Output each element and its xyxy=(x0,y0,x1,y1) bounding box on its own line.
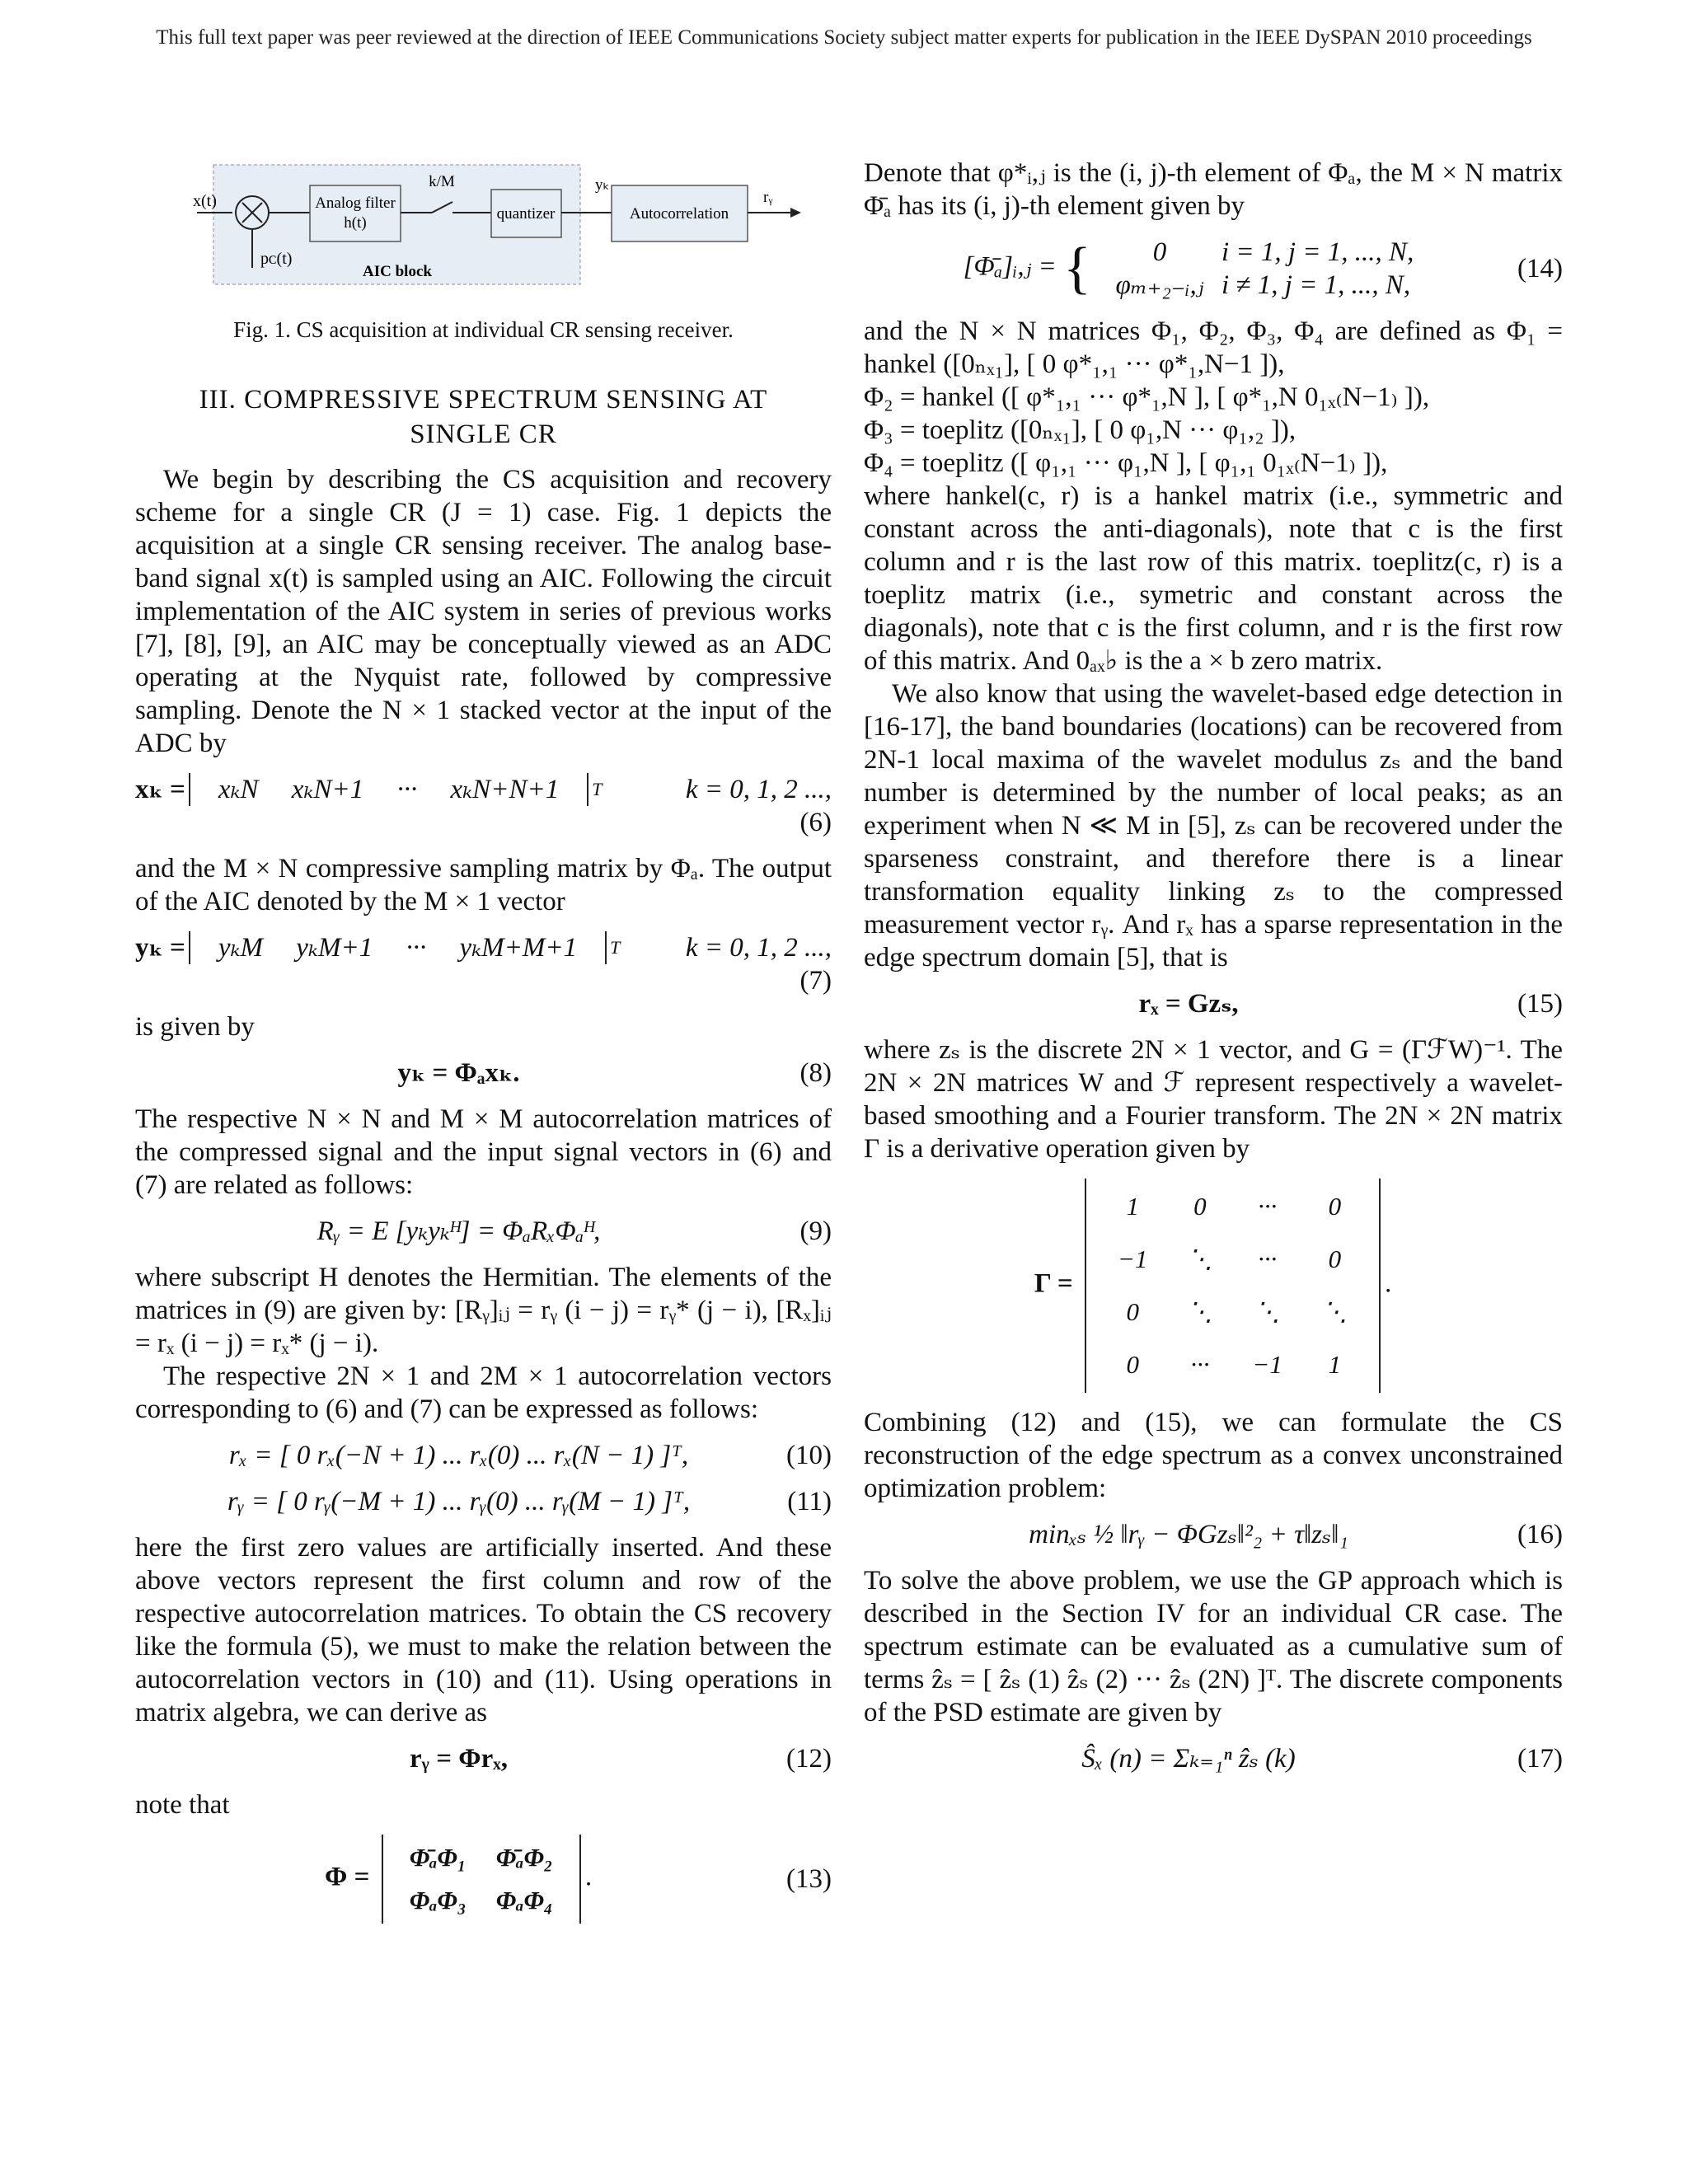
eq7-number: (7) xyxy=(799,966,832,996)
eq6-element: xₖN+1 xyxy=(291,775,364,804)
eq13-number: (13) xyxy=(786,1864,832,1894)
matrix-cell: ··· xyxy=(1257,1244,1278,1273)
paragraph: Combining (12) and (15), we can formulate the CS reconstruction of the edge spectrum as a convex unconstrained optimization problem: xyxy=(864,1408,1563,1503)
block-diagram xyxy=(135,157,832,305)
eq8-body: yₖ = Φₐxₖ. xyxy=(397,1058,520,1088)
eq10-body: rₓ = [ 0 rₓ(−N + 1) ... rₓ(0) ... rₓ(N − 1) ]ᵀ, xyxy=(228,1441,689,1470)
section-title-line2: SINGLE CR xyxy=(410,419,557,449)
eq7-vector xyxy=(189,931,607,964)
paragraph: Φ₃ = toeplitz ([0ₙₓ₁], [ 0 φ₁,N ··· φ₁,₂ ]), xyxy=(864,415,1296,445)
equation-6: xₖ = xₖN xₖN+1 ··· xₖN+N+1 T k = 0, 1, 2 ..., (6) xyxy=(135,775,832,837)
eq8-number: (8) xyxy=(799,1058,832,1088)
paragraph: Φ₂ = hankel ([ φ*₁,₁ ··· φ*₁,N ], [ φ*₁,N 0₁ₓ₍N−1₎ ]), xyxy=(864,382,1430,412)
eq17-body: Ŝₓ (n) = Σₖ₌₁ⁿ ẑₛ (k) xyxy=(1081,1744,1296,1774)
eq7-lhs: yₖ = xyxy=(135,933,185,963)
matrix-cell: ··· xyxy=(1190,1350,1210,1379)
equation-8 xyxy=(135,1057,832,1090)
yk-label: yₖ xyxy=(595,176,610,194)
equation-13 xyxy=(135,1835,832,1924)
paragraph: where zₛ is the discrete 2N × 1 vector, and G = (ΓℱW)⁻¹. The 2N × 2N matrices W and ℱ represent respectively a wavelet-based smoothing and a Fourier transform. The 2N × 2N matrix Γ is a derivative operation given by xyxy=(864,1035,1563,1164)
paragraph: Φ₄ = toeplitz ([ φ₁,₁ ··· φ₁,N ], [ φ₁,₁ 0₁ₓ₍N−1₎ ]), xyxy=(864,448,1388,478)
eq14-body: [Φ̄ₐ]ᵢ,ⱼ = { 0 i = 1, j = 1, ..., N, φₘ₊₂₋ᵢ,ⱼ i ≠ 1, j = 1, ..., N, xyxy=(963,237,1414,300)
matrix-cell: ⋱ xyxy=(1187,1244,1213,1273)
eq7-element: yₖM+1 xyxy=(296,933,373,963)
matrix-cell: Φ̄ₐΦ₂ xyxy=(495,1843,553,1872)
eq10-number: (10) xyxy=(786,1441,832,1470)
eq12-body: rᵧ = Φrₓ, xyxy=(410,1744,508,1774)
paragraph: and the N × N matrices Φ₁, Φ₂, Φ₃, Φ₄ are defined as Φ₁ = hankel ([0ₙₓ₁], [ 0 φ*₁,₁ ··· φ*₁,N−1 ]), xyxy=(864,316,1563,379)
eq14-case-value: 0 xyxy=(1152,237,1167,267)
matrix-cell: ⋱ xyxy=(1187,1297,1213,1326)
eq14-case-value: φₘ₊₂₋ᵢ,ⱼ xyxy=(1115,270,1204,300)
paragraph: note that xyxy=(135,1790,230,1820)
figure-caption: Fig. 1. CS acquisition at individual CR sensing receiver. xyxy=(233,317,734,342)
equation-15 xyxy=(864,987,1563,1020)
eq6-condition: k = 0, 1, 2 ..., xyxy=(685,775,832,804)
matrix-cell: −1 xyxy=(1252,1350,1282,1379)
eq15-body: rₓ = Gzₛ, xyxy=(1138,989,1239,1019)
matrix-cell: Φ̄ₐΦ₁ xyxy=(409,1843,467,1872)
eq6-element: xₖN xyxy=(218,775,259,804)
conference-header: This full text paper was peer reviewed at the direction of IEEE Communications Society subject matter experts for publication in the IEEE DySPAN 2010 proceedings xyxy=(156,26,1532,49)
right-column xyxy=(864,157,1563,1788)
eq7-condition: k = 0, 1, 2 ..., xyxy=(685,933,832,963)
equation-10 xyxy=(135,1439,832,1472)
eq16-body: minₓₛ ½ ‖rᵧ − ΦGzₛ‖²₂ + τ‖zₛ‖₁ xyxy=(1029,1520,1348,1549)
eq12-number: (12) xyxy=(786,1744,832,1774)
paragraph: We also know that using the wavelet-based edge detection in [16-17], the band boundaries (locations) can be recovered from 2N-1 local maxima of the wavelet modulus zₛ and the band number is determined by the number of local peaks; as an experiment when N ≪ M in [5], zₛ can be recovered under the sparseness constraint, and therefore there is a linear transformation equality linking zₛ to the compressed measurement vector rᵧ. And rₓ has a sparse representation in the edge spectrum domain [5], that is xyxy=(864,679,1563,972)
aic-block-label: AIC block xyxy=(363,263,432,280)
matrix-cell: ··· xyxy=(1257,1192,1278,1221)
eq14-lhs: [Φ̄ₐ]ᵢ,ⱼ = xyxy=(963,251,1057,282)
equation-12 xyxy=(135,1742,832,1775)
eq6-vector xyxy=(189,773,588,806)
filter-label-1: Analog filter xyxy=(315,194,396,212)
eq7-element: ··· xyxy=(406,933,427,963)
eq6-element: xₖN+N+1 xyxy=(450,775,560,804)
eq11-number: (11) xyxy=(787,1487,832,1516)
ry-label: rᵧ xyxy=(763,189,773,206)
paragraph: where subscript H denotes the Hermitian. The elements of the matrices in (9) are given by: [Rᵧ]ᵢⱼ = rᵧ (i − j) = rᵧ* (j − i), [Rₓ]ᵢⱼ = rₓ (i − j) = rₓ* (j − i). xyxy=(135,1263,832,1358)
eq9-number: (9) xyxy=(799,1216,832,1246)
matrix-cell: 0 xyxy=(1193,1192,1207,1221)
eq14-case-condition: i ≠ 1, j = 1, ..., N, xyxy=(1221,270,1411,300)
gamma-matrix xyxy=(1085,1179,1381,1393)
gamma-body xyxy=(864,1179,1563,1393)
eq14-case-condition: i = 1, j = 1, ..., N, xyxy=(1221,237,1414,267)
eq17-number: (17) xyxy=(1517,1744,1563,1774)
matrix-cell: 0 xyxy=(1328,1244,1342,1273)
paragraph: We begin by describing the CS acquisition and recovery scheme for a single CR (J = 1) case. Fig. 1 depicts the acquisition at a single CR sensing receiver. The analog base-band signal x(t) is sampled using an AIC. Following the circuit implementation of the AIC system in series of previous works [7], [8], [9], an AIC may be conceptually viewed as an ADC operating at the Nyquist rate, followed by compressive sampling. Denote the N × 1 stacked vector at the input of the ADC by xyxy=(135,465,832,758)
matrix-cell: ΦₐΦ₄ xyxy=(495,1886,553,1915)
paragraph: is given by xyxy=(135,1012,255,1042)
equation-11 xyxy=(135,1485,832,1518)
matrix-cell: −1 xyxy=(1117,1244,1148,1273)
paragraph: here the first zero values are artificially inserted. And these above vectors represent the first column and row of the respective autocorrelation matrices. To obtain the CS recovery like the formula (5), we must to make the relation between the autocorrelation vectors in (10) and (11). Using operations in matrix algebra, we can derive as xyxy=(135,1533,832,1727)
matrix-cell: 0 xyxy=(1328,1192,1342,1221)
left-column xyxy=(135,157,832,1937)
matrix-cell: 0 xyxy=(1126,1350,1139,1379)
equation-7: yₖ = yₖM yₖM+1 ··· yₖM+M+1 T k = 0, 1, 2 ..., (7) xyxy=(135,933,832,996)
eq7-element: yₖM xyxy=(218,933,264,963)
eq6-element: ··· xyxy=(396,775,418,804)
eq13-body: Φ = Φ̄ₐΦ₁ Φ̄ₐΦ₂ ΦₐΦ₃ ΦₐΦ₄ . xyxy=(135,1835,782,1924)
eq13-lhs: Φ = xyxy=(325,1862,370,1892)
matrix-cell: 1 xyxy=(1328,1350,1342,1379)
paragraph: The respective 2N × 1 and 2M × 1 autocorrelation vectors corresponding to (6) and (7) can be expressed as follows: xyxy=(135,1361,832,1424)
eq6-number: (6) xyxy=(799,808,832,837)
eq6-lhs: xₖ = xyxy=(135,775,185,804)
eq7-element: yₖM+M+1 xyxy=(459,933,578,963)
filter-label-2: h(t) xyxy=(344,214,367,232)
matrix-cell: ⋱ xyxy=(1321,1297,1348,1326)
paragraph: The respective N × N and M × M autocorrelation matrices of the compressed signal and the input signal vectors in (6) and (7) are related as follows: xyxy=(135,1104,832,1200)
eq16-number: (16) xyxy=(1517,1520,1563,1549)
autocorr-label: Autocorrelation xyxy=(629,205,729,223)
figure-1 xyxy=(135,157,832,305)
input-label: x(t) xyxy=(193,192,217,210)
gamma-end: . xyxy=(1385,1268,1393,1299)
paragraph: Denote that φ*ᵢ,ⱼ is the (i, j)-th element of Φₐ, the M × N matrix Φ̄ₐ has its (i, j)-th element given by xyxy=(864,158,1563,221)
paragraph: and the M × N compressive sampling matrix by Φₐ. The output of the AIC denoted by the M × 1 vector xyxy=(135,854,832,916)
eq15-number: (15) xyxy=(1517,989,1563,1019)
equation-9 xyxy=(135,1215,832,1248)
matrix-cell: 1 xyxy=(1126,1192,1139,1221)
equation-14 xyxy=(864,236,1563,302)
equation-16 xyxy=(864,1518,1563,1551)
km-label: k/M xyxy=(429,173,455,190)
pc-label: pᴄ(t) xyxy=(260,250,293,268)
gamma-lhs: Γ = xyxy=(1034,1268,1073,1299)
matrix-cell: ΦₐΦ₃ xyxy=(409,1886,467,1915)
paragraph: where hankel(c, r) is a hankel matrix (i.e., symmetric and constant across the anti-diagonals), note that c is the first column and r is the last row of this matrix. toeplitz(c, r) is a toeplitz matrix (i.e., symetric and constant across the diagonals), note that c is the first column, and r is the first row of this matrix. And 0ₐₓ♭ is the a × b zero matrix. xyxy=(864,481,1563,676)
quantizer-label: quantizer xyxy=(496,205,556,223)
eq11-body: rᵧ = [ 0 rᵧ(−M + 1) ... rᵧ(0) ... rᵧ(M − 1) ]ᵀ, xyxy=(227,1487,691,1516)
eq14-number: (14) xyxy=(1517,254,1563,284)
eq9-body: Rᵧ = E [yₖyₖᴴ] = ΦₐRₓΦₐᴴ, xyxy=(316,1216,601,1246)
eq13-matrix xyxy=(382,1835,581,1924)
matrix-cell: ⋱ xyxy=(1254,1297,1281,1326)
section-title-line1: III. COMPRESSIVE SPECTRUM SENSING AT xyxy=(199,385,768,415)
section-title xyxy=(135,382,832,452)
matrix-cell: 0 xyxy=(1126,1297,1139,1326)
paragraph: To solve the above problem, we use the GP approach which is described in the Section IV for an individual CR case. The spectrum estimate can be evaluated as a cumulative sum of terms ẑₛ = [ ẑₛ (1) ẑₛ (2) ··· ẑₛ (2N) ]ᵀ. The discrete components of the PSD estimate are given by xyxy=(864,1566,1563,1727)
gamma-matrix-equation xyxy=(864,1179,1563,1393)
equation-17 xyxy=(864,1742,1563,1775)
